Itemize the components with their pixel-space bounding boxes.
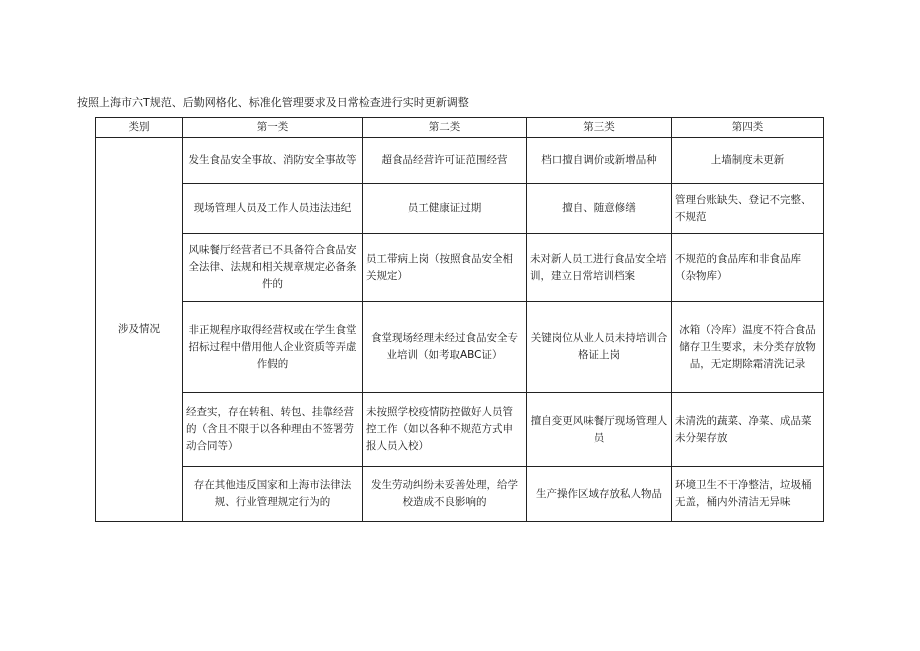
table-row xyxy=(96,393,824,467)
category-cell: 涉及情况 xyxy=(96,138,183,522)
class-4-cell: 上墙制度未更新 xyxy=(672,138,824,184)
class-3-cell: 擅自变更风味餐厅现场管理人员 xyxy=(527,393,672,467)
class-1-cell: 经查实，存在转租、转包、挂靠经营的（含且不限于以各种理由不签署劳动合同等） xyxy=(183,393,363,467)
table-row xyxy=(96,234,824,302)
class-1-cell: 发生食品安全事故、消防安全事故等 xyxy=(183,138,363,184)
header-class-1: 第一类 xyxy=(183,118,363,138)
table-row xyxy=(96,302,824,393)
class-2-cell: 员工健康证过期 xyxy=(363,184,527,234)
class-3-cell: 生产操作区域存放私人物品 xyxy=(527,467,672,522)
class-2-cell: 未按照学校疫情防控做好人员管控工作（如以各种不规范方式申报人员入校） xyxy=(363,393,527,467)
table-row xyxy=(96,467,824,522)
header-class-4: 第四类 xyxy=(672,118,824,138)
classification-table xyxy=(95,117,824,522)
table-row xyxy=(96,184,824,234)
class-3-cell: 档口擅自调价或新增品种 xyxy=(527,138,672,184)
header-class-3: 第三类 xyxy=(527,118,672,138)
class-4-cell: 未清洗的蔬菜、净菜、成品菜未分架存放 xyxy=(672,393,824,467)
class-2-cell: 员工带病上岗（按照食品安全相关规定） xyxy=(363,234,527,302)
table-caption: 按照上海市六T规范、后勤网格化、标准化管理要求及日常检查进行实时更新调整 xyxy=(77,96,469,109)
header-class-2: 第二类 xyxy=(363,118,527,138)
class-1-cell: 存在其他违反国家和上海市法律法规、行业管理规定行为的 xyxy=(183,467,363,522)
class-1-cell: 非正规程序取得经营权或在学生食堂招标过程中借用他人企业资质等弄虚作假的 xyxy=(183,302,363,393)
class-1-cell: 风味餐厅经营者已不具备符合食品安全法律、法规和相关规章规定必备条件的 xyxy=(183,234,363,302)
class-4-cell: 环境卫生不干净整洁，垃圾桶无盖，桶内外清洁无异味 xyxy=(672,467,824,522)
class-4-cell: 不规范的食品库和非食品库（杂物库） xyxy=(672,234,824,302)
class-4-cell: 管理台账缺失、登记不完整、不规范 xyxy=(672,184,824,234)
class-3-cell: 未对新人员工进行食品安全培训，建立日常培训档案 xyxy=(527,234,672,302)
class-2-cell: 食堂现场经理未经过食品安全专业培训（如考取ABC证） xyxy=(363,302,527,393)
header-category: 类别 xyxy=(96,118,183,138)
table-row xyxy=(96,138,824,184)
class-3-cell: 关键岗位从业人员未持培训合格证上岗 xyxy=(527,302,672,393)
header-row xyxy=(96,118,824,138)
class-3-cell: 擅自、随意修缮 xyxy=(527,184,672,234)
class-1-cell: 现场管理人员及工作人员违法违纪 xyxy=(183,184,363,234)
class-2-cell: 发生劳动纠纷未妥善处理，给学校造成不良影响的 xyxy=(363,467,527,522)
class-4-cell: 冰箱（冷库）温度不符合食品储存卫生要求，未分类存放物品，无定期除霜清洗记录 xyxy=(672,302,824,393)
class-2-cell: 超食品经营许可证范围经营 xyxy=(363,138,527,184)
